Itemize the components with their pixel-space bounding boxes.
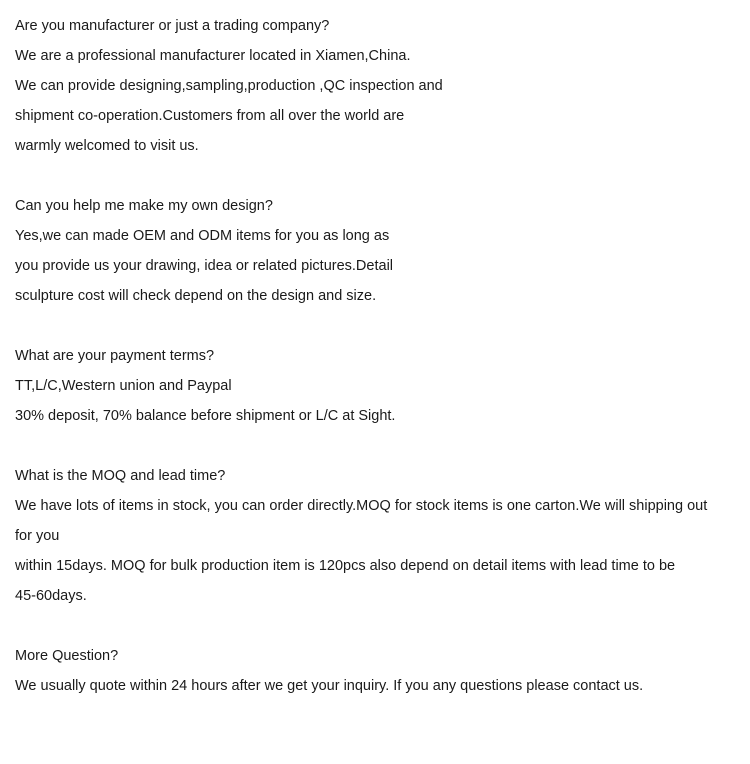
faq-answer-line: shipment co-operation.Customers from all over the world are (15, 108, 405, 124)
faq-question: What is the MOQ and lead time? (15, 468, 226, 484)
faq-answer-line: sculpture cost will check depend on the design and size. (15, 288, 377, 304)
faq-answer-line: We are a professional manufacturer located in Xiamen,China. (15, 48, 411, 64)
faq-answer-line: you provide us your drawing, idea or related pictures.Detail (15, 258, 394, 274)
faq-question: Are you manufacturer or just a trading company? (15, 18, 330, 34)
faq-answer-line: Yes,we can made OEM and ODM items for you as long as (15, 228, 390, 244)
section-spacer (15, 431, 743, 461)
faq-section-design (15, 191, 743, 311)
section-spacer (15, 611, 743, 641)
faq-document (15, 11, 743, 701)
faq-question: Can you help me make my own design? (15, 198, 273, 214)
faq-answer-line: We usually quote within 24 hours after we get your inquiry. If you any questions please contact us. (15, 678, 644, 694)
faq-section-more (15, 641, 743, 701)
faq-answer-line: 45-60days. (15, 588, 87, 604)
faq-section-payment (15, 341, 743, 431)
faq-answer-line: 30% deposit, 70% balance before shipment or L/C at Sight. (15, 408, 396, 424)
faq-answer-line: within 15days. MOQ for bulk production item is 120pcs also depend on detail items with lead time to be (15, 558, 676, 574)
faq-answer-line: warmly welcomed to visit us. (15, 138, 199, 154)
faq-answer-line: for you (15, 528, 60, 544)
section-spacer (15, 161, 743, 191)
faq-section-manufacturer (15, 11, 743, 161)
faq-answer-line: We have lots of items in stock, you can order directly.MOQ for stock items is one carton.We will shipping out (15, 498, 708, 514)
faq-answer-line: We can provide designing,sampling,production ,QC inspection and (15, 78, 443, 94)
faq-question: What are your payment terms? (15, 348, 215, 364)
faq-question: More Question? (15, 648, 119, 664)
faq-section-moq (15, 461, 743, 611)
faq-answer-line: TT,L/C,Western union and Paypal (15, 378, 232, 394)
section-spacer (15, 311, 743, 341)
